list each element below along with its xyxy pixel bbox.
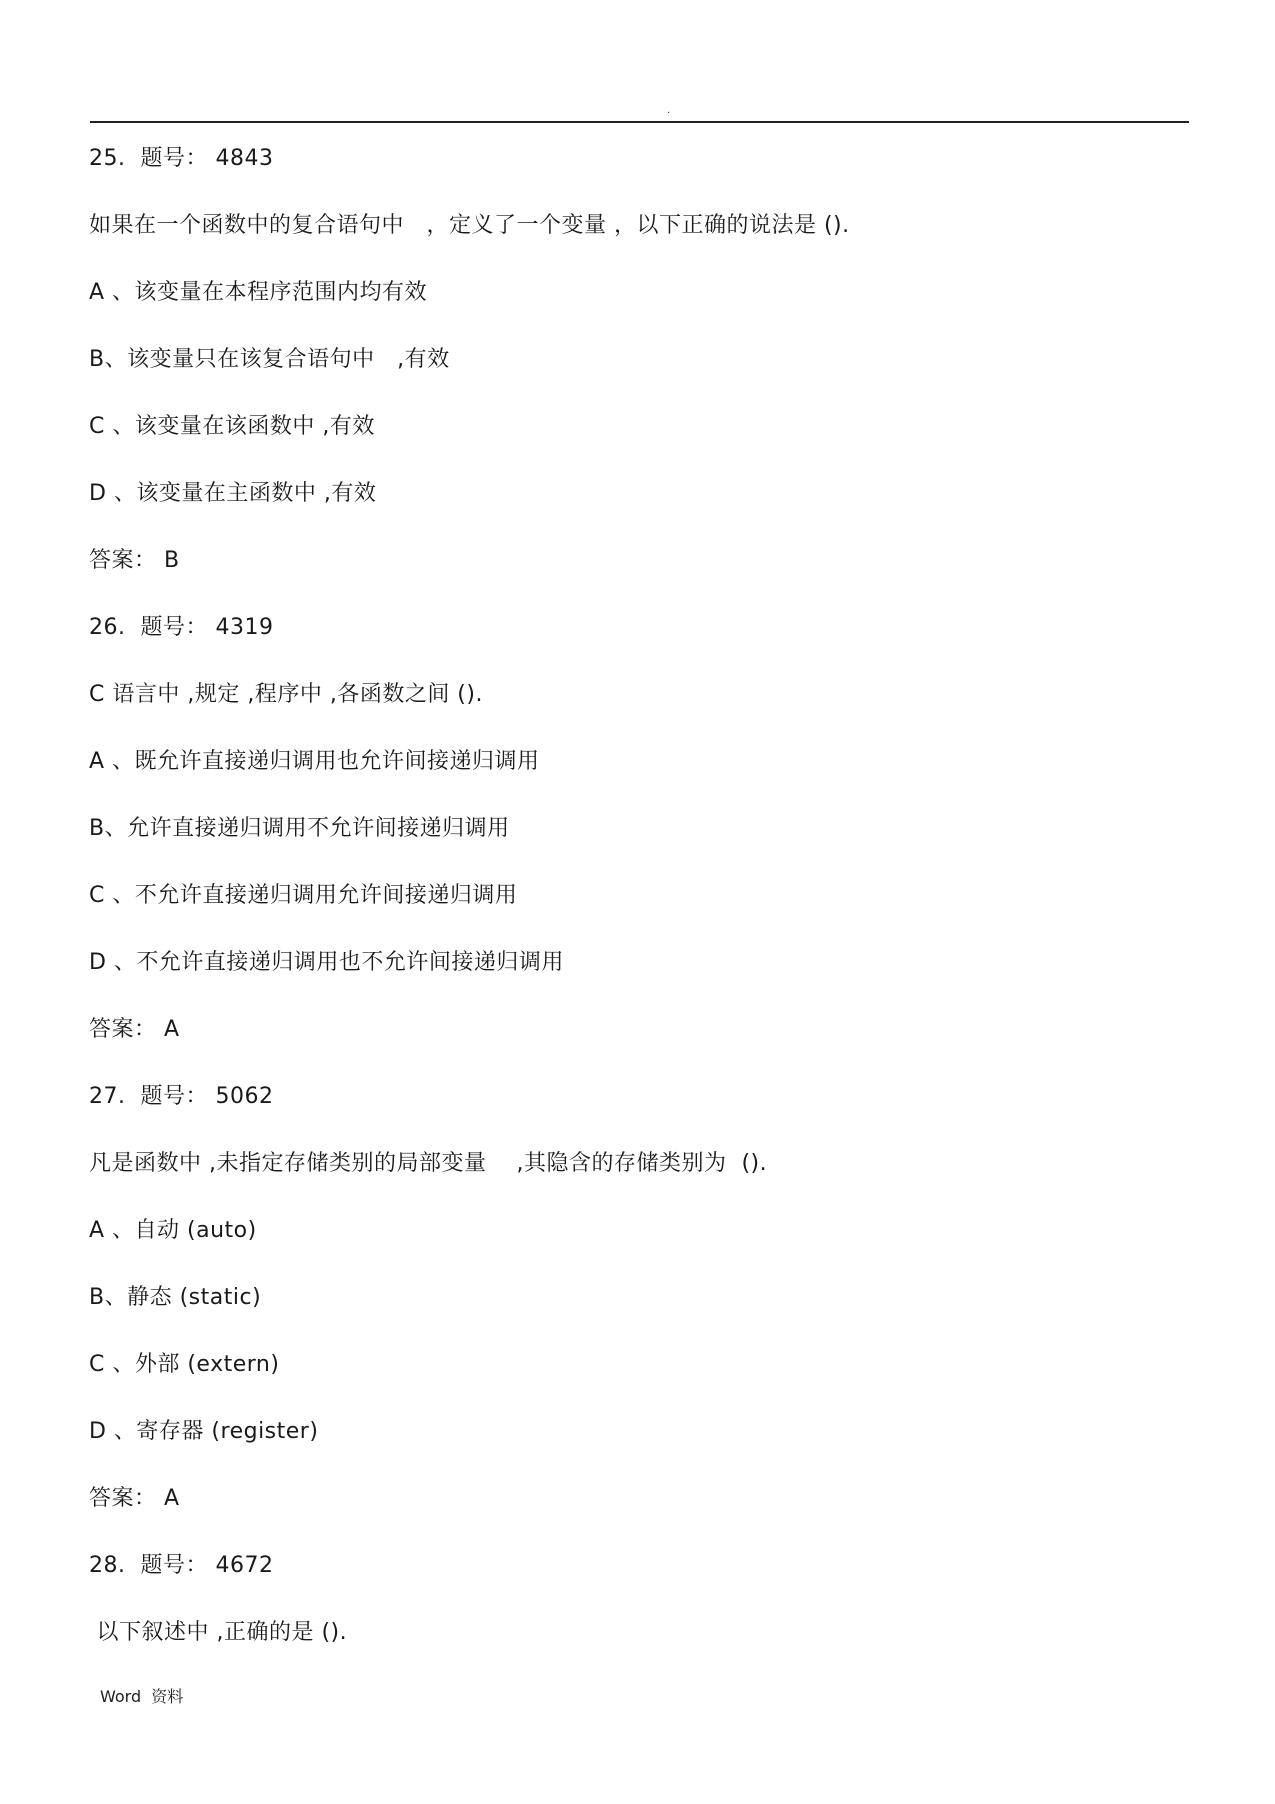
option-a: A 、既允许直接递归调用也允许间接递归调用 [89, 749, 540, 774]
option-a: A 、该变量在本程序范围内均有效 [89, 280, 428, 305]
option-a: A 、自动 (auto) [89, 1218, 257, 1243]
option-b: B、允许直接递归调用不允许间接递归调用 [89, 816, 510, 841]
option-d: D 、该变量在主函数中 ,有效 [89, 481, 377, 506]
option-b: B、该变量只在该复合语句中 ,有效 [89, 347, 450, 372]
option-c: C 、该变量在该函数中 ,有效 [89, 414, 375, 439]
question-heading: 28. 题号： 4672 [89, 1553, 274, 1578]
option-d: D 、不允许直接递归调用也不允许间接递归调用 [89, 950, 564, 975]
header-mark: . [667, 105, 671, 116]
question-list [89, 142, 1189, 1683]
header-rule [90, 121, 1189, 123]
option-c: C 、不允许直接递归调用允许间接递归调用 [89, 883, 518, 908]
question-heading: 26. 题号： 4319 [89, 615, 274, 640]
answer: 答案： A [89, 1017, 180, 1042]
answer: 答案： A [89, 1486, 180, 1511]
option-b: B、静态 (static) [89, 1285, 262, 1310]
answer: 答案： B [89, 548, 180, 573]
question-stem: 如果在一个函数中的复合语句中 ，定义了一个变量 ，以下正确的说法是 (). [89, 213, 850, 238]
question-heading: 27. 题号： 5062 [89, 1084, 274, 1109]
option-c: C 、外部 (extern) [89, 1352, 280, 1377]
option-d: D 、寄存器 (register) [89, 1419, 319, 1444]
question-stem: C 语言中 ,规定 ,程序中 ,各函数之间 (). [89, 682, 483, 707]
footer-text: Word 资料 [100, 1687, 184, 1706]
question-stem: 凡是函数中 ,未指定存储类别的局部变量 ,其隐含的存储类别为 (). [89, 1151, 768, 1176]
question-heading: 25. 题号： 4843 [89, 146, 274, 171]
question-stem: 以下叙述中 ,正确的是 (). [89, 1620, 348, 1645]
